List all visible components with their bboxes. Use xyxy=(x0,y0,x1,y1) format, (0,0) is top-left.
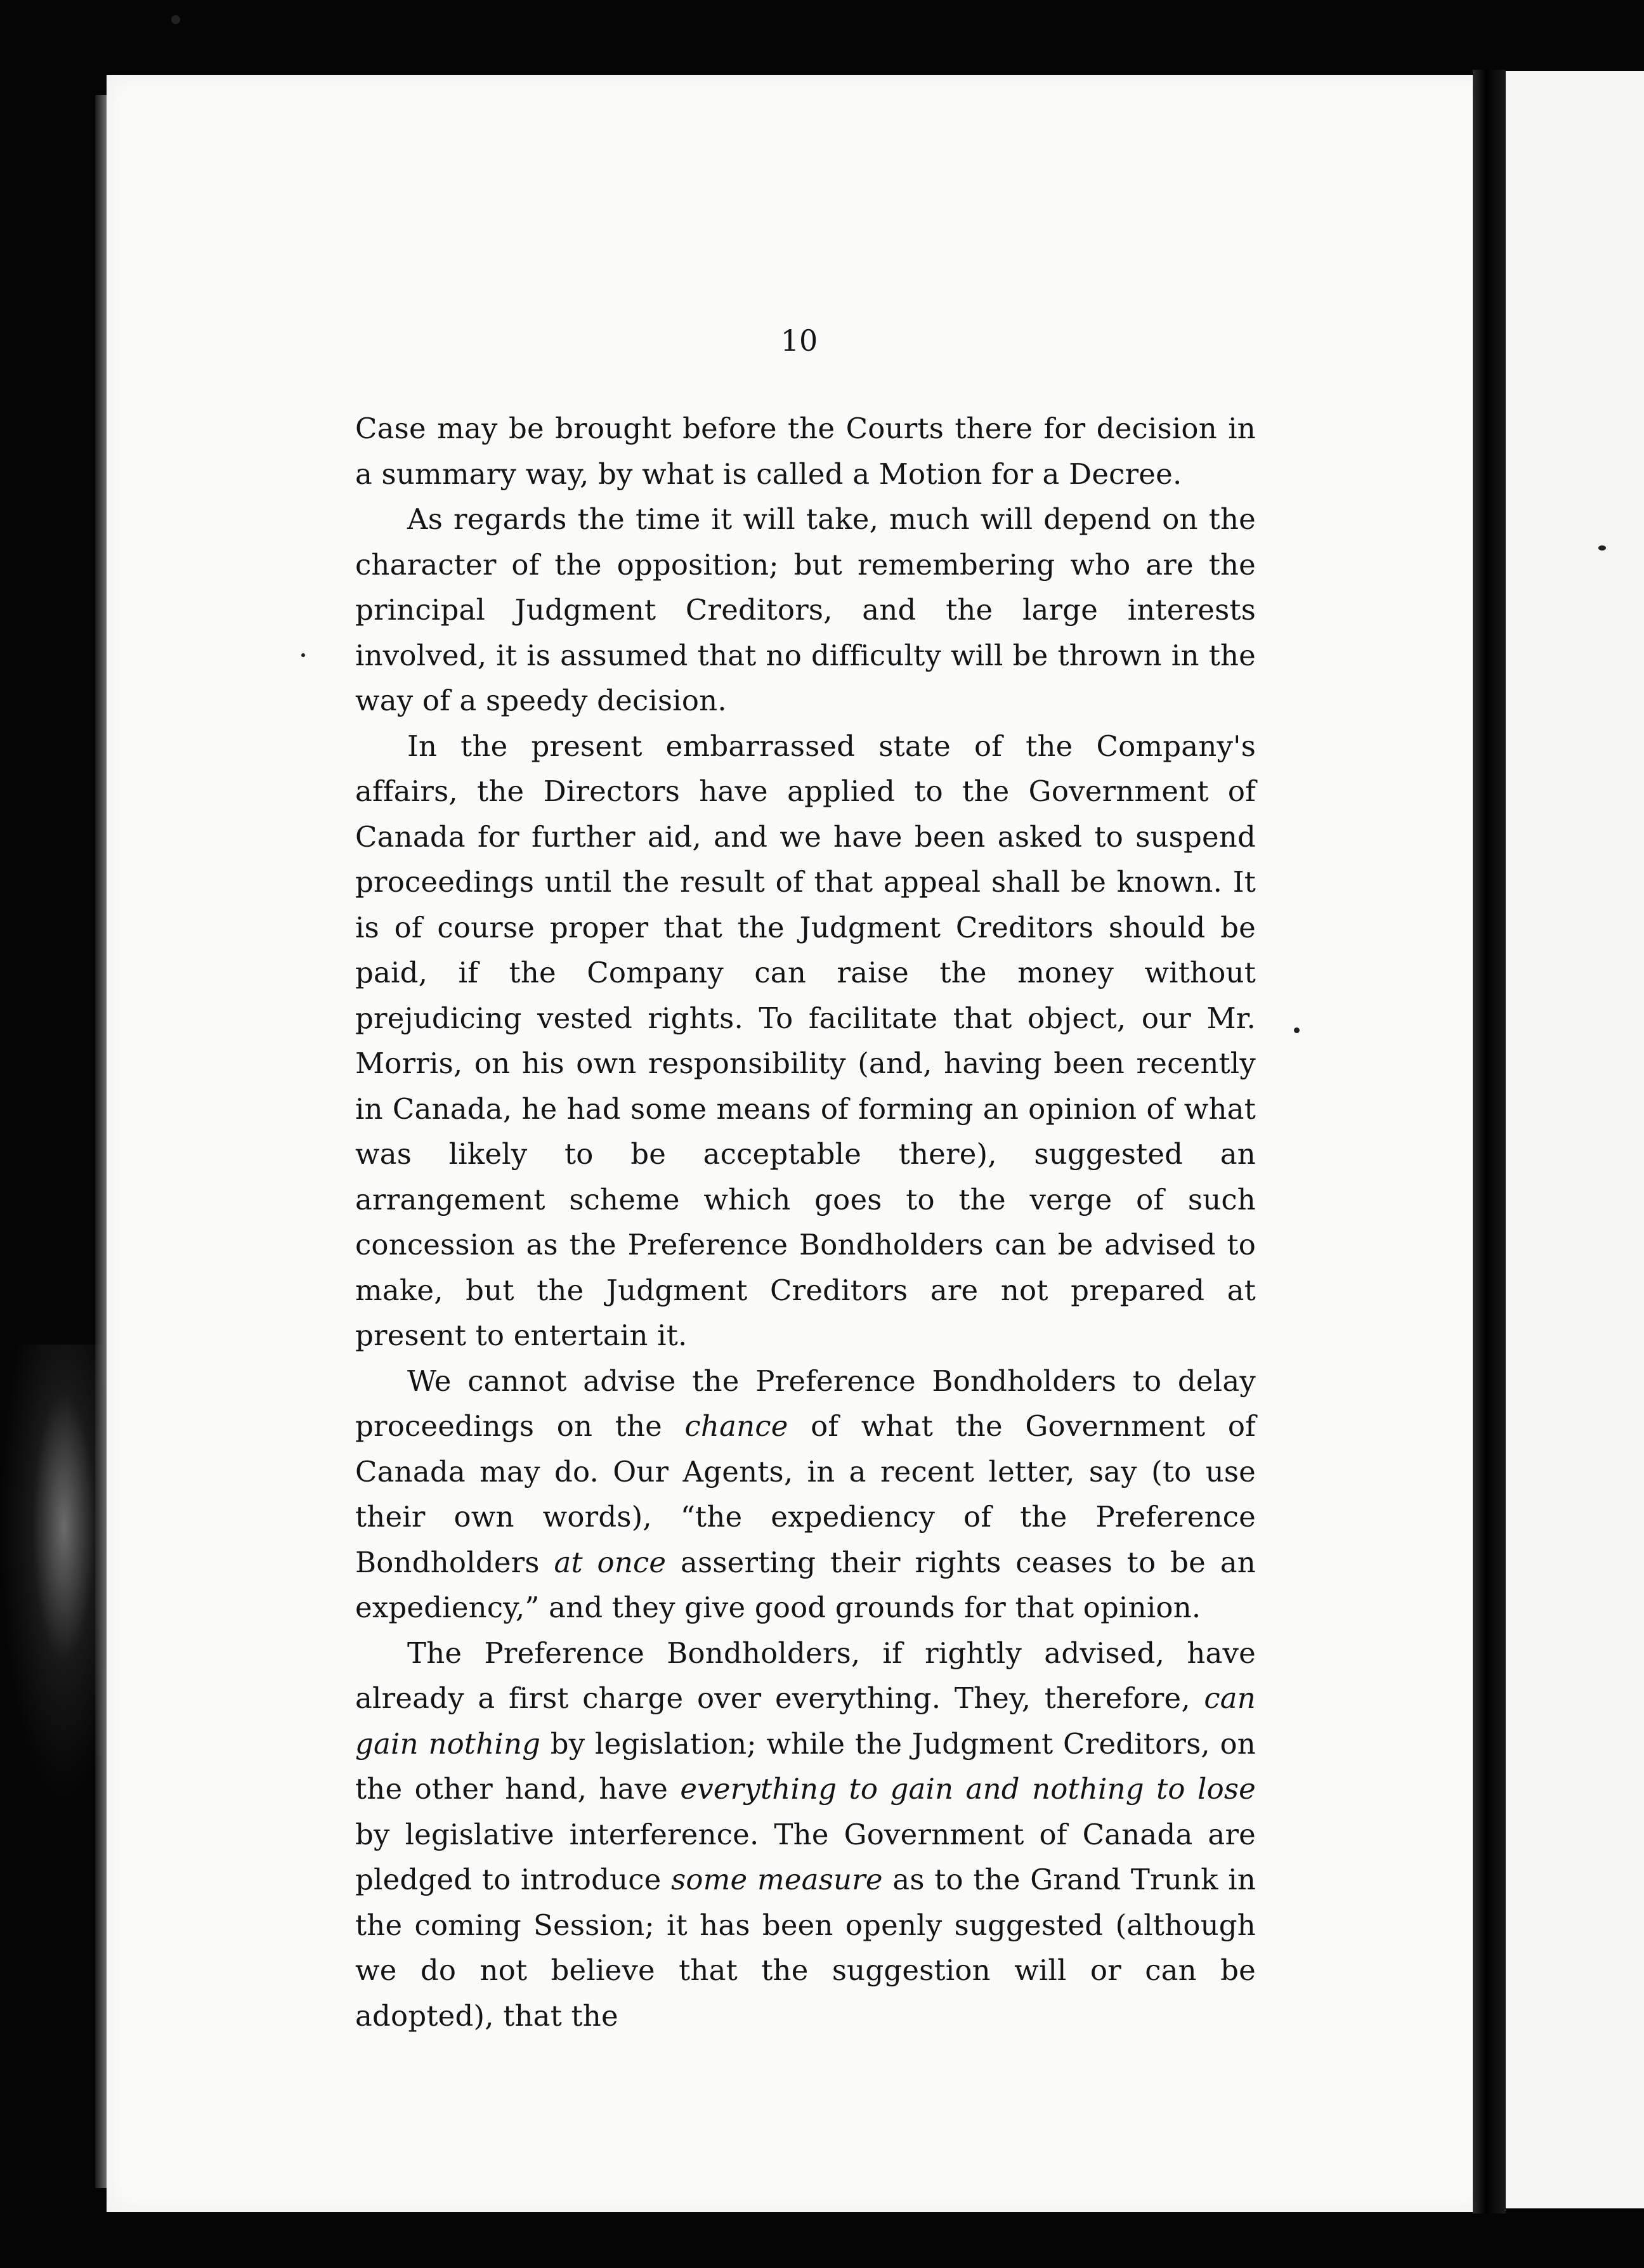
emphasis: chance xyxy=(684,1409,788,1443)
book-gutter xyxy=(1473,70,1506,2213)
emphasis: can gain nothing xyxy=(355,1681,1256,1761)
body-text xyxy=(355,406,1256,2038)
text-run: of what the Government of Canada may do. Our Agents, in a recent letter, say (to use their own words), “the expediency of the Preference Bondholders xyxy=(355,1409,1256,1579)
emphasis: at once xyxy=(554,1545,667,1579)
dust-speck xyxy=(1598,545,1606,551)
text-run: asserting their rights ceases to be an expediency,” and they give good grounds for that opinion. xyxy=(355,1545,1256,1624)
dust-speck xyxy=(301,653,305,657)
page-number: 10 xyxy=(780,323,818,358)
paragraph xyxy=(355,1359,1256,1631)
emphasis: some measure xyxy=(671,1863,883,1896)
scan-damage-artifact xyxy=(0,1345,107,1801)
text-run: We cannot advise the Preference Bondholders to delay proceedings on the xyxy=(355,1364,1256,1443)
paragraph: In the present embarrassed state of the Company's affairs, the Directors have applied to the Government of Canada for further aid, and we have been asked to suspend proceedings until the result of that appeal shall be known. It is of course proper that the Judgment Creditors should be paid, if the Company can raise the money without prejudicing vested rights. To facilitate that object, our Mr. Morris, on his own responsibility (and, having been recently in Canada, he had some means of forming an opinion of what was likely to be acceptable there), suggested an arrangement scheme which goes to the verge of such concession as the Preference Bondholders can be advised to make, but the Judgment Creditors are not prepared at present to entertain it. xyxy=(355,729,1256,1352)
dust-speck xyxy=(1294,1027,1300,1033)
emphasis: everything to gain and nothing to lose xyxy=(680,1772,1256,1806)
page-left-edge xyxy=(95,95,107,2188)
paragraph: As regards the time it will take, much will depend on the character of the opposition; but remembering who are the principal Judgment Creditors, and the large interests involved, it is assumed that no difficulty will be thrown in the way of a speedy decision. xyxy=(355,502,1256,717)
text-run: by legislative interference. The Government of Canada are pledged to introduce xyxy=(355,1817,1256,1896)
adjacent-page-edge xyxy=(1506,71,1644,2208)
paragraph xyxy=(355,1631,1256,2039)
text-run: The Preference Bondholders, if rightly advised, have already a first charge over everything. They, therefore, xyxy=(355,1636,1256,1715)
text-run: by legislation; while the Judgment Creditors, on the other hand, have xyxy=(355,1726,1256,1806)
text-run: as to the Grand Trunk in the coming Session; it has been openly suggested (although we do not believe that the suggestion will or can be adopted), that the xyxy=(355,1863,1256,2033)
dust-speck xyxy=(171,15,180,24)
paragraph: Case may be brought before the Courts there for decision in a summary way, by what is called a Motion for a Decree. xyxy=(355,412,1256,491)
